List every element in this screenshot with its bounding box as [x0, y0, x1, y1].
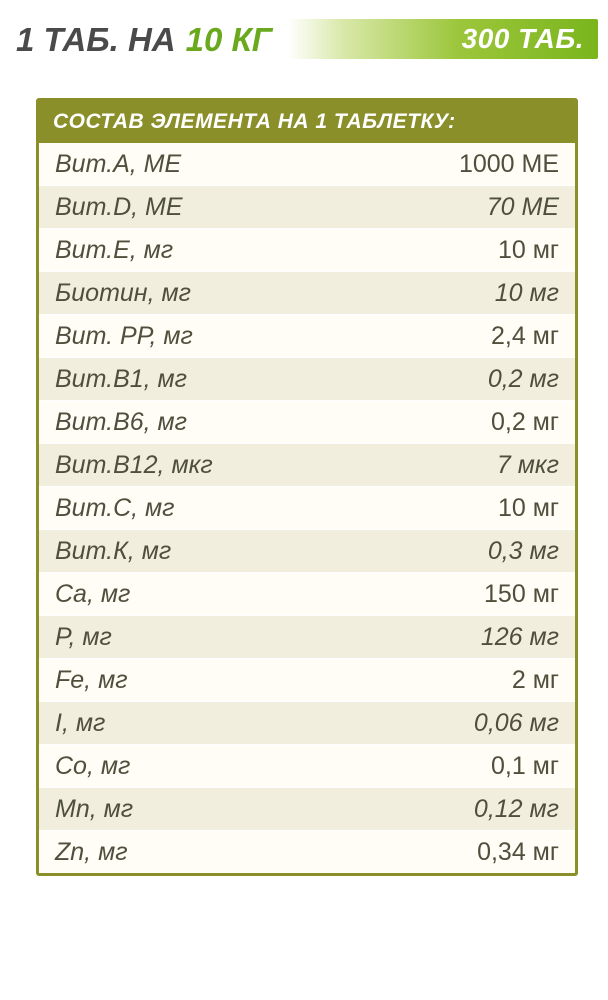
nutrient-name: Вит.В12, мкг	[39, 444, 307, 487]
nutrient-value: 70 МЕ	[307, 186, 575, 229]
nutrient-value: 126 мг	[307, 616, 575, 659]
nutrient-name: Ca, мг	[39, 573, 307, 616]
table-row	[39, 315, 575, 358]
nutrient-value: 2 мг	[307, 659, 575, 702]
table-row	[39, 358, 575, 401]
dosage-header	[0, 0, 608, 78]
nutrient-name: Вит.К, мг	[39, 530, 307, 573]
tablet-count-badge	[288, 19, 598, 59]
nutrient-name: Co, мг	[39, 745, 307, 788]
nutrient-name: Вит. РР, мг	[39, 315, 307, 358]
table-row	[39, 616, 575, 659]
nutrient-name: Вит.А, МЕ	[39, 143, 307, 186]
nutrient-value: 0,12 мг	[307, 788, 575, 831]
nutrient-name: Биотин, мг	[39, 272, 307, 315]
nutrient-value: 10 мг	[307, 229, 575, 272]
nutrient-value: 0,2 мг	[307, 401, 575, 444]
nutrient-name: Вит.Е, мг	[39, 229, 307, 272]
nutrient-value: 7 мкг	[307, 444, 575, 487]
table-row	[39, 487, 575, 530]
nutrient-name: Вит.В6, мг	[39, 401, 307, 444]
nutrient-value: 0,2 мг	[307, 358, 575, 401]
table-row	[39, 702, 575, 745]
table-row	[39, 831, 575, 874]
table-row	[39, 659, 575, 702]
tablet-count-label: 300 ТАБ.	[461, 23, 584, 54]
dosage-title: 1 ТАБ. НА	[16, 20, 176, 58]
nutrient-value: 0,3 мг	[307, 530, 575, 573]
composition-table	[39, 143, 575, 873]
nutrient-name: Fe, мг	[39, 659, 307, 702]
nutrient-value: 0,06 мг	[307, 702, 575, 745]
composition-table-body	[39, 143, 575, 873]
table-row	[39, 530, 575, 573]
composition-table-container	[36, 98, 578, 876]
table-row	[39, 272, 575, 315]
nutrient-name: Вит.D, МЕ	[39, 186, 307, 229]
nutrient-value: 1000 МЕ	[307, 143, 575, 186]
nutrient-value: 2,4 мг	[307, 315, 575, 358]
nutrient-name: Вит.В1, мг	[39, 358, 307, 401]
table-row	[39, 401, 575, 444]
nutrient-value: 10 мг	[307, 487, 575, 530]
table-row	[39, 186, 575, 229]
nutrient-name: I, мг	[39, 702, 307, 745]
table-row	[39, 143, 575, 186]
table-row	[39, 745, 575, 788]
table-row	[39, 229, 575, 272]
table-row	[39, 444, 575, 487]
nutrient-name: Вит.С, мг	[39, 487, 307, 530]
nutrient-name: Mn, мг	[39, 788, 307, 831]
nutrient-value: 0,34 мг	[477, 838, 559, 867]
composition-table-title: СОСТАВ ЭЛЕМЕНТА НА 1 ТАБЛЕТКУ:	[39, 101, 575, 143]
nutrient-value: 150 мг	[307, 573, 575, 616]
nutrient-name: Zn, мг	[55, 838, 128, 867]
nutrient-name: P, мг	[39, 616, 307, 659]
table-row	[39, 788, 575, 831]
nutrient-value: 0,1 мг	[307, 745, 575, 788]
dosage-weight: 10 КГ	[185, 20, 273, 58]
nutrient-value: 10 мг	[307, 272, 575, 315]
table-row	[39, 573, 575, 616]
